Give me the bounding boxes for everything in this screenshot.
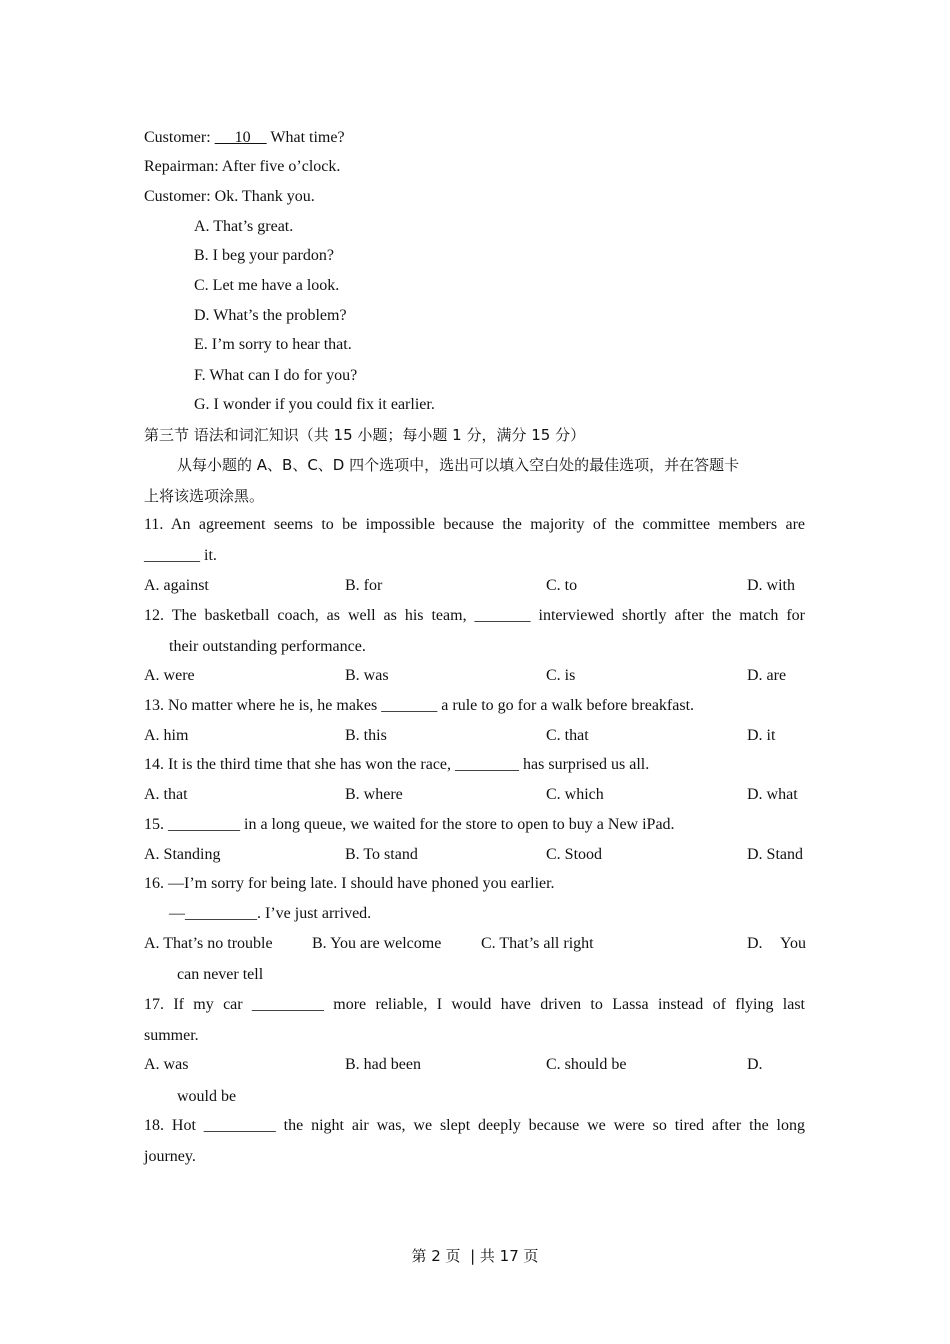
dialogue-line-customer: Customer: Ok. Thank you. — [144, 188, 315, 205]
q17-option-d-wrap: would be — [177, 1088, 237, 1105]
question-12-stem-cont: their outstanding performance. — [169, 638, 366, 655]
question-11-stem — [144, 515, 805, 535]
q17-option-b: B. had been — [345, 1056, 421, 1073]
question-16-stem-cont: —_________. I’ve just arrived. — [169, 905, 372, 922]
question-11-text: 11. An agreement seems to be impossible because the majority of the committee members are — [144, 516, 805, 533]
q11-option-d: D. with — [747, 577, 795, 594]
question-13-stem: 13. No matter where he is, he makes _______ a rule to go for a walk before breakfast. — [144, 697, 695, 714]
question-12-text: 12. The basketball coach, as well as his team, _______ interviewed shortly after the match for — [144, 607, 805, 624]
question-14-stem: 14. It is the third time that she has won the race, ________ has surprised us all. — [144, 756, 650, 773]
q13-option-d: D. it — [747, 727, 776, 744]
question-18-stem-cont: journey. — [144, 1148, 196, 1165]
q16-option-c: C. That’s all right — [481, 935, 594, 952]
question-12-stem — [144, 606, 805, 626]
page-footer: 第 2 页 | 共 17 页 — [411, 1247, 539, 1265]
q12-option-b: B. was — [345, 667, 389, 684]
dialogue-option-f: F. What can I do for you? — [194, 367, 358, 384]
dialogue-text: What time? — [266, 129, 345, 146]
question-15-stem: 15. _________ in a long queue, we waited for the store to open to buy a New iPad. — [144, 816, 675, 833]
dialogue-option-c: C. Let me have a look. — [194, 277, 340, 294]
q15-option-c: C. Stood — [546, 846, 603, 863]
section-title: 第三节 语法和词汇知识（共 15 小题；每小题 1 分，满分 15 分） — [144, 426, 586, 444]
q15-option-a: A. Standing — [144, 846, 221, 863]
question-18-text: 18. Hot _________ the night air was, we slept deeply because we were so tired after the long — [144, 1117, 805, 1134]
q14-option-b: B. where — [345, 786, 403, 803]
q17-option-d-letter: D. — [747, 1056, 763, 1073]
q11-option-b: B. for — [345, 577, 383, 594]
question-17-stem-cont: summer. — [144, 1027, 199, 1044]
section-instruction-2: 上将该选项涂黑。 — [144, 487, 265, 505]
dialogue-option-e: E. I’m sorry to hear that. — [194, 336, 352, 353]
question-11-stem-cont: _______ it. — [144, 547, 217, 564]
question-16-stem: 16. —I’m sorry for being late. I should have phoned you earlier. — [144, 875, 555, 892]
dialogue-option-a: A. That’s great. — [194, 218, 294, 235]
dialogue-line-repairman: Repairman: After five o’clock. — [144, 158, 341, 175]
dialogue-option-b: B. I beg your pardon? — [194, 247, 334, 264]
q11-option-a: A. against — [144, 577, 209, 594]
section-instruction-1: 从每小题的 A、B、C、D 四个选项中，选出可以填入空白处的最佳选项，并在答题卡 — [177, 456, 740, 474]
q16-option-d-wrap: can never tell — [177, 966, 264, 983]
q12-option-c: C. is — [546, 667, 576, 684]
dialogue-line-customer-10 — [144, 128, 345, 148]
dialogue-speaker: Customer: — [144, 129, 215, 146]
q17-option-a: A. was — [144, 1056, 189, 1073]
question-17-text: 17. If my car _________ more reliable, I would have driven to Lassa instead of flying last — [144, 996, 805, 1013]
q13-option-a: A. him — [144, 727, 189, 744]
q12-option-d: D. are — [747, 667, 787, 684]
question-17-stem — [144, 995, 805, 1015]
q14-option-a: A. that — [144, 786, 188, 803]
q14-option-d: D. what — [747, 786, 798, 803]
q13-option-c: C. that — [546, 727, 589, 744]
q14-option-c: C. which — [546, 786, 604, 803]
q16-option-d-text: You — [780, 935, 806, 952]
q16-option-a: A. That’s no trouble — [144, 935, 273, 952]
q17-option-c: C. should be — [546, 1056, 627, 1073]
dialogue-option-g: G. I wonder if you could fix it earlier. — [194, 396, 435, 413]
q16-option-d-letter: D. — [747, 935, 763, 952]
q15-option-d: D. Stand — [747, 846, 803, 863]
q13-option-b: B. this — [345, 727, 387, 744]
q15-option-b: B. To stand — [345, 846, 418, 863]
dialogue-option-d: D. What’s the problem? — [194, 307, 347, 324]
q11-option-c: C. to — [546, 577, 578, 594]
q16-option-b: B. You are welcome — [312, 935, 442, 952]
answer-blank-10: 10 — [214, 129, 267, 146]
question-18-stem — [144, 1116, 805, 1136]
q12-option-a: A. were — [144, 667, 195, 684]
